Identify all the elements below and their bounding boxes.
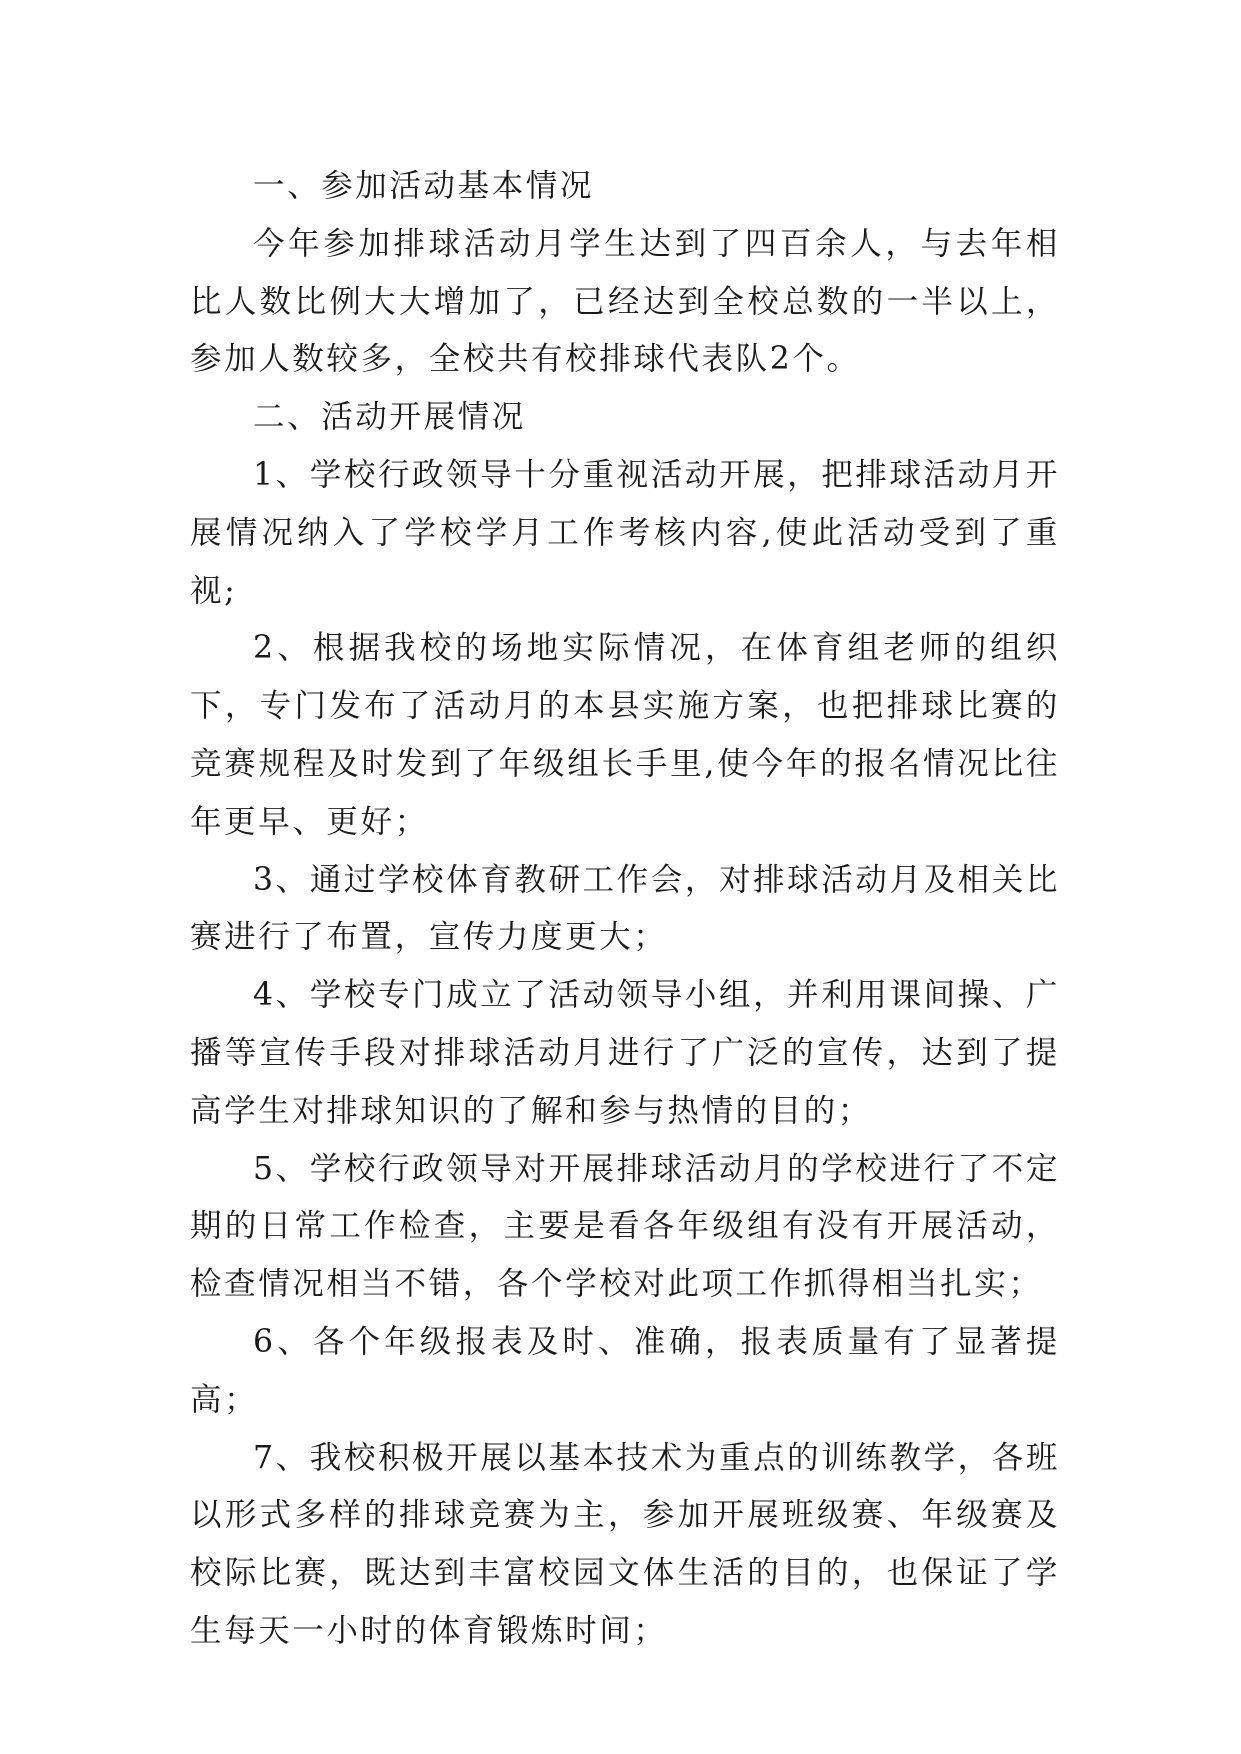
section-heading-activities: 二、活动开展情况 xyxy=(253,399,526,436)
document-body xyxy=(190,158,1060,1661)
list-item-6: 6、各个年级报表及时、准确，报表质量有了显著提高； xyxy=(190,1323,1060,1418)
list-item-1: 1、学校行政领导十分重视活动开展，把排球活动月开展情况纳入了学校学月工作考核内容,使此活动受到了重视; xyxy=(190,456,1060,609)
list-item-4: 4、学校专门成立了活动领导小组，并利用课间操、广播等宣传手段对排球活动月进行了广泛的宣传，达到了提高学生对排球知识的了解和参与热情的目的； xyxy=(190,977,1060,1129)
section-heading-basic-info: 一、参加活动基本情况 xyxy=(253,168,595,204)
list-item-2: 2、根据我校的场地实际情况，在体育组老师的组织下，专门发布了活动月的本县实施方案，也把排球比赛的竞赛规程及时发到了年级组长手里,使今年的报名情况比往年更早、更好； xyxy=(190,630,1060,840)
list-item-7: 7、我校积极开展以基本技术为重点的训练教学，各班以形式多样的排球竞赛为主，参加开展班级赛、年级赛及校际比赛，既达到丰富校园文体生活的目的，也保证了学生每天一小时的体育锻炼时间； xyxy=(190,1439,1060,1649)
paragraph-participation: 今年参加排球活动月学生达到了四百余人，与去年相比人数比例大大增加了，已经达到全校总数的一半以上，参加人数较多，全校共有校排球代表队2个。 xyxy=(190,225,1060,378)
list-item-3: 3、通过学校体育教研工作会，对排球活动月及相关比赛进行了布置，宣传力度更大； xyxy=(190,861,1060,956)
list-item-5: 5、学校行政领导对开展排球活动月的学校进行了不定期的日常工作检查，主要是看各年级组有没有开展活动，检查情况相当不错，各个学校对此项工作抓得相当扎实； xyxy=(190,1150,1060,1303)
